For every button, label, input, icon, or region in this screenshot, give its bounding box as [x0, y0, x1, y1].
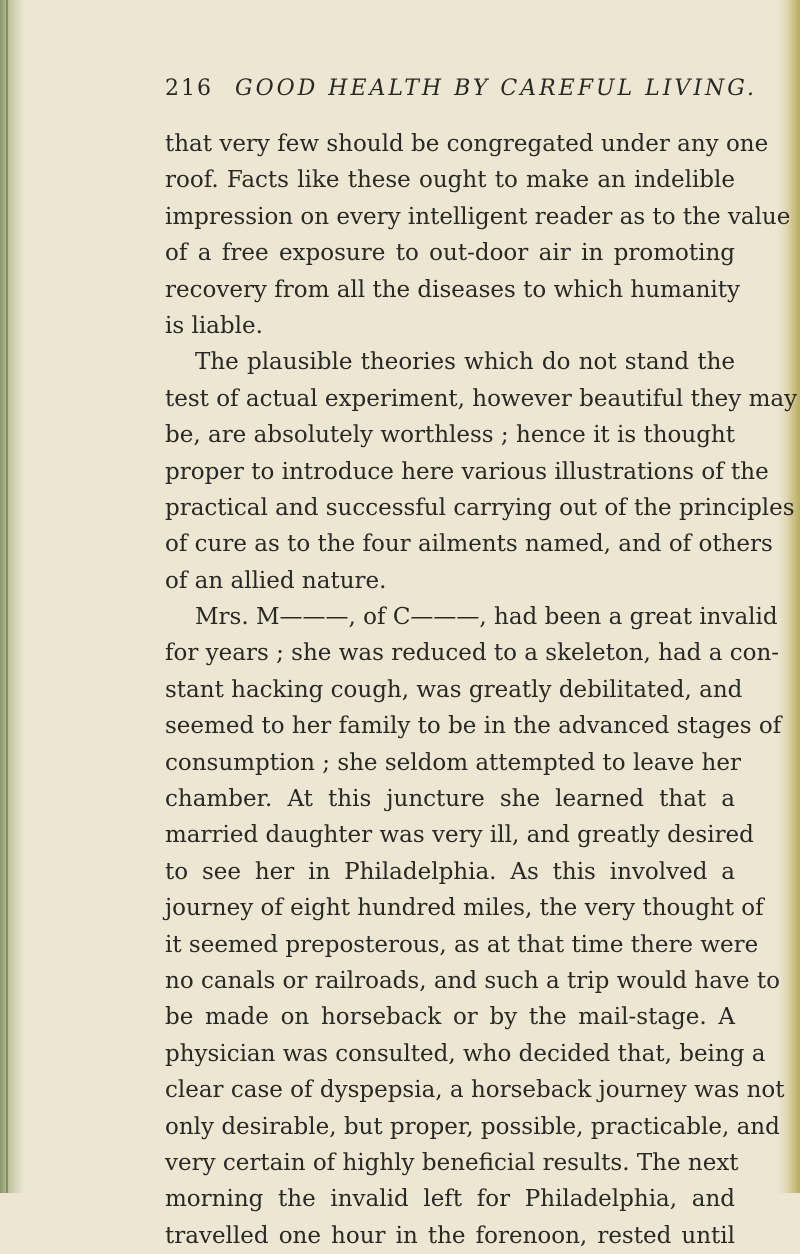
text-line: seemed to her family to be in the advanced stages of [165, 713, 782, 740]
text-line: only desirable, but proper, possible, practicable, and [165, 1113, 780, 1140]
text-line: to see her in Philadelphia. As this involved a [165, 858, 735, 885]
text-line: recovery from all the diseases to which humanity [165, 276, 740, 303]
text-line: morning the invalid left for Philadelphia, and [165, 1186, 735, 1213]
text-line: of cure as to the four ailments named, and of others [165, 531, 773, 558]
text-line: impression on every intelligent reader as to the value [165, 203, 791, 230]
text-line: Mrs. M———, of C———, had been a great invalid [195, 604, 778, 631]
text-line: chamber. At this juncture she learned that a [165, 786, 735, 813]
text-line: physician was consulted, who decided that, being a [165, 1040, 766, 1067]
running-title: GOOD HEALTH BY CAREFUL LIVING. [235, 76, 758, 101]
text-line: very certain of highly beneficial results. The next [165, 1149, 739, 1176]
text-line: journey of eight hundred miles, the very thought of [165, 895, 764, 922]
text-line: proper to introduce here various illustrations of the [165, 458, 769, 485]
text-line: test of actual experiment, however beautiful they may [165, 385, 798, 412]
text-line: that very few should be congregated under any one [165, 131, 769, 157]
text-line: travelled one hour in the forenoon, rested until [165, 1222, 735, 1249]
text-line: of a free exposure to out-door air in promoting [165, 240, 735, 267]
text-line: be made on horseback or by the mail-stage. A [165, 1004, 735, 1031]
text-line: clear case of dyspepsia, a horseback journey was not [165, 1077, 785, 1104]
text-line: roof. Facts like these ought to make an indelible [165, 167, 735, 194]
text-line: married daughter was very ill, and greatly desired [165, 822, 754, 849]
text-line: consumption ; she seldom attempted to leave her [165, 749, 741, 776]
text-line: for years ; she was reduced to a skeleton, had a con- [165, 640, 780, 667]
body-text [165, 126, 798, 1254]
text-line: is liable. [165, 312, 263, 339]
text-line: it seemed preposterous, as at that time there were [165, 931, 759, 958]
text-line: no canals or railroads, and such a trip would have to [165, 967, 780, 994]
running-head [165, 76, 758, 108]
text-line: stant hacking cough, was greatly debilitated, and [165, 676, 743, 703]
text-line: of an allied nature. [165, 567, 387, 594]
text-line: practical and successful carrying out of the principles [165, 494, 795, 521]
text-line: be, are absolutely worthless ; hence it is thought [165, 422, 735, 449]
text-line: The plausible theories which do not stand the [195, 349, 735, 376]
page-number: 216 [165, 76, 213, 101]
